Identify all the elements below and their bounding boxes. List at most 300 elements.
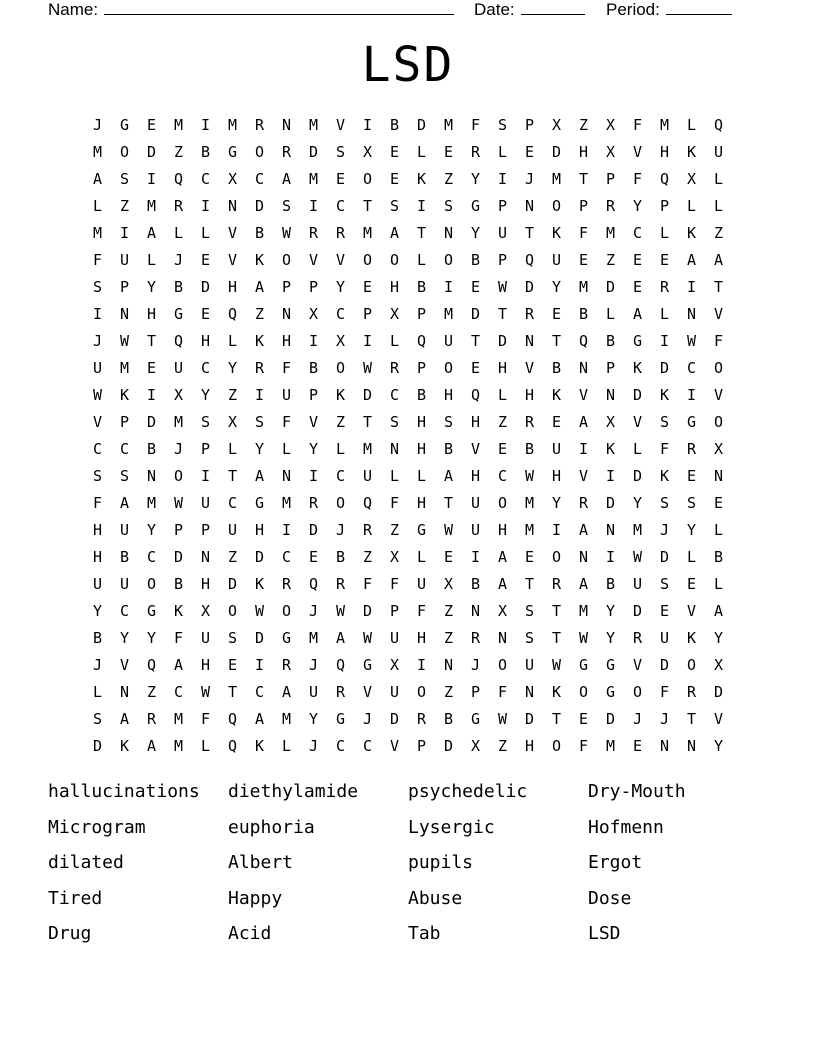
grid-letter[interactable]: N <box>524 332 535 350</box>
name-field[interactable] <box>48 0 454 21</box>
grid-letter[interactable]: E <box>470 278 481 296</box>
grid-letter[interactable]: E <box>686 575 697 593</box>
grid-letter[interactable]: M <box>524 521 535 539</box>
grid-letter[interactable]: M <box>146 494 157 512</box>
grid-letter[interactable]: W <box>281 224 292 242</box>
grid-letter[interactable]: S <box>443 197 454 215</box>
grid-letter[interactable]: N <box>389 440 400 458</box>
grid-letter[interactable]: I <box>200 116 211 134</box>
grid-letter[interactable]: M <box>551 170 562 188</box>
grid-letter[interactable]: O <box>119 143 130 161</box>
grid-letter[interactable]: D <box>308 143 319 161</box>
grid-letter[interactable]: N <box>578 359 589 377</box>
grid-letter[interactable]: M <box>146 197 157 215</box>
grid-letter[interactable]: S <box>389 413 400 431</box>
grid-letter[interactable]: F <box>578 224 589 242</box>
grid-letter[interactable]: K <box>686 143 697 161</box>
grid-letter[interactable]: T <box>497 305 508 323</box>
grid-letter[interactable]: L <box>389 332 400 350</box>
grid-letter[interactable]: F <box>578 737 589 755</box>
grid-letter[interactable]: C <box>497 467 508 485</box>
grid-letter[interactable]: J <box>362 710 373 728</box>
grid-letter[interactable]: O <box>443 251 454 269</box>
grid-letter[interactable]: Z <box>119 197 130 215</box>
grid-letter[interactable]: A <box>281 170 292 188</box>
grid-letter[interactable]: G <box>146 602 157 620</box>
grid-letter[interactable]: L <box>416 548 427 566</box>
grid-letter[interactable]: C <box>173 683 184 701</box>
grid-letter[interactable]: R <box>308 224 319 242</box>
grid-letter[interactable]: U <box>524 656 535 674</box>
grid-letter[interactable]: I <box>686 386 697 404</box>
grid-letter[interactable]: R <box>659 278 670 296</box>
grid-letter[interactable]: T <box>524 575 535 593</box>
grid-letter[interactable]: Y <box>470 170 481 188</box>
grid-letter[interactable]: M <box>308 629 319 647</box>
grid-letter[interactable]: N <box>659 737 670 755</box>
grid-letter[interactable]: Z <box>335 413 346 431</box>
grid-letter[interactable]: J <box>308 737 319 755</box>
grid-letter[interactable]: I <box>659 332 670 350</box>
grid-letter[interactable]: Y <box>146 629 157 647</box>
grid-letter[interactable]: C <box>119 602 130 620</box>
grid-letter[interactable]: B <box>551 359 562 377</box>
grid-letter[interactable]: B <box>416 386 427 404</box>
grid-letter[interactable]: D <box>200 278 211 296</box>
grid-letter[interactable]: M <box>443 116 454 134</box>
grid-letter[interactable]: A <box>632 305 643 323</box>
grid-letter[interactable]: M <box>227 116 238 134</box>
grid-letter[interactable]: M <box>173 413 184 431</box>
grid-letter[interactable]: H <box>254 521 265 539</box>
grid-letter[interactable]: X <box>335 332 346 350</box>
grid-letter[interactable]: K <box>659 467 670 485</box>
grid-letter[interactable]: Y <box>146 521 157 539</box>
grid-letter[interactable]: R <box>470 629 481 647</box>
grid-letter[interactable]: Y <box>92 602 103 620</box>
grid-letter[interactable]: H <box>416 629 427 647</box>
grid-letter[interactable]: E <box>335 170 346 188</box>
grid-letter[interactable]: R <box>173 197 184 215</box>
grid-letter[interactable]: D <box>362 386 373 404</box>
grid-letter[interactable]: Y <box>686 521 697 539</box>
grid-letter[interactable]: Q <box>146 656 157 674</box>
grid-letter[interactable]: T <box>713 278 724 296</box>
grid-letter[interactable]: P <box>200 521 211 539</box>
grid-letter[interactable]: U <box>119 575 130 593</box>
grid-letter[interactable]: Y <box>119 629 130 647</box>
grid-letter[interactable]: Z <box>146 683 157 701</box>
grid-letter[interactable]: X <box>605 143 616 161</box>
grid-letter[interactable]: X <box>605 116 616 134</box>
grid-letter[interactable]: K <box>119 386 130 404</box>
grid-letter[interactable]: D <box>173 548 184 566</box>
grid-letter[interactable]: F <box>281 359 292 377</box>
grid-letter[interactable]: Z <box>443 602 454 620</box>
grid-letter[interactable]: I <box>362 116 373 134</box>
grid-letter[interactable]: P <box>308 278 319 296</box>
grid-letter[interactable]: Z <box>443 629 454 647</box>
grid-letter[interactable]: S <box>227 629 238 647</box>
grid-letter[interactable]: C <box>335 197 346 215</box>
grid-letter[interactable]: A <box>281 683 292 701</box>
grid-letter[interactable]: U <box>389 683 400 701</box>
grid-letter[interactable]: P <box>416 737 427 755</box>
grid-letter[interactable]: V <box>227 224 238 242</box>
grid-letter[interactable]: N <box>443 656 454 674</box>
grid-letter[interactable]: H <box>92 548 103 566</box>
grid-letter[interactable]: L <box>686 116 697 134</box>
grid-letter[interactable]: K <box>254 737 265 755</box>
grid-letter[interactable]: J <box>173 251 184 269</box>
grid-letter[interactable]: O <box>362 170 373 188</box>
grid-letter[interactable]: V <box>713 710 724 728</box>
grid-letter[interactable]: M <box>443 305 454 323</box>
grid-letter[interactable]: H <box>227 278 238 296</box>
grid-letter[interactable]: G <box>470 197 481 215</box>
grid-letter[interactable]: Z <box>497 737 508 755</box>
grid-letter[interactable]: X <box>200 602 211 620</box>
grid-letter[interactable]: T <box>551 332 562 350</box>
grid-letter[interactable]: Z <box>227 548 238 566</box>
grid-letter[interactable]: Z <box>713 224 724 242</box>
grid-letter[interactable]: L <box>227 332 238 350</box>
grid-letter[interactable]: P <box>362 305 373 323</box>
grid-letter[interactable]: P <box>578 197 589 215</box>
grid-letter[interactable]: Z <box>254 305 265 323</box>
grid-letter[interactable]: Z <box>497 413 508 431</box>
grid-letter[interactable]: R <box>578 494 589 512</box>
grid-letter[interactable]: I <box>200 467 211 485</box>
grid-letter[interactable]: W <box>254 602 265 620</box>
grid-letter[interactable]: L <box>416 143 427 161</box>
grid-letter[interactable]: C <box>686 359 697 377</box>
grid-letter[interactable]: I <box>281 521 292 539</box>
grid-letter[interactable]: D <box>605 710 616 728</box>
grid-letter[interactable]: R <box>335 575 346 593</box>
grid-letter[interactable]: N <box>443 224 454 242</box>
grid-letter[interactable]: R <box>605 197 616 215</box>
grid-letter[interactable]: C <box>146 548 157 566</box>
grid-letter[interactable]: A <box>578 521 589 539</box>
grid-letter[interactable]: B <box>173 575 184 593</box>
grid-letter[interactable]: U <box>659 629 670 647</box>
grid-letter[interactable]: P <box>308 386 319 404</box>
grid-letter[interactable]: J <box>632 710 643 728</box>
grid-letter[interactable]: C <box>389 386 400 404</box>
grid-letter[interactable]: X <box>605 413 616 431</box>
grid-letter[interactable]: B <box>470 575 481 593</box>
grid-letter[interactable]: R <box>146 710 157 728</box>
grid-letter[interactable]: J <box>470 656 481 674</box>
grid-letter[interactable]: E <box>497 440 508 458</box>
grid-letter[interactable]: Q <box>173 170 184 188</box>
grid-letter[interactable]: R <box>362 521 373 539</box>
grid-letter[interactable]: E <box>227 656 238 674</box>
grid-letter[interactable]: N <box>227 197 238 215</box>
grid-letter[interactable]: N <box>713 467 724 485</box>
grid-letter[interactable]: J <box>92 332 103 350</box>
grid-letter[interactable]: G <box>578 656 589 674</box>
grid-letter[interactable]: A <box>389 224 400 242</box>
grid-letter[interactable]: C <box>200 170 211 188</box>
grid-letter[interactable]: P <box>416 305 427 323</box>
grid-letter[interactable]: M <box>659 116 670 134</box>
grid-letter[interactable]: Y <box>551 278 562 296</box>
grid-letter[interactable]: R <box>524 305 535 323</box>
grid-letter[interactable]: W <box>686 332 697 350</box>
grid-letter[interactable]: C <box>335 305 346 323</box>
grid-letter[interactable]: V <box>632 413 643 431</box>
grid-letter[interactable]: H <box>200 656 211 674</box>
grid-letter[interactable]: O <box>389 251 400 269</box>
grid-letter[interactable]: M <box>281 710 292 728</box>
grid-letter[interactable]: Y <box>308 710 319 728</box>
grid-letter[interactable]: A <box>335 629 346 647</box>
grid-letter[interactable]: W <box>335 602 346 620</box>
grid-letter[interactable]: H <box>146 305 157 323</box>
grid-letter[interactable]: A <box>254 278 265 296</box>
grid-letter[interactable]: N <box>686 305 697 323</box>
grid-letter[interactable]: G <box>173 305 184 323</box>
grid-letter[interactable]: O <box>713 413 724 431</box>
grid-letter[interactable]: N <box>497 629 508 647</box>
grid-letter[interactable]: D <box>524 710 535 728</box>
grid-letter[interactable]: D <box>605 494 616 512</box>
grid-letter[interactable]: B <box>146 440 157 458</box>
grid-letter[interactable]: I <box>362 332 373 350</box>
name-blank-line[interactable] <box>104 0 454 15</box>
grid-letter[interactable]: H <box>578 143 589 161</box>
grid-letter[interactable]: O <box>254 143 265 161</box>
grid-letter[interactable]: S <box>524 629 535 647</box>
grid-letter[interactable]: U <box>92 575 103 593</box>
grid-letter[interactable]: S <box>659 413 670 431</box>
grid-letter[interactable]: W <box>497 278 508 296</box>
grid-letter[interactable]: N <box>119 305 130 323</box>
grid-letter[interactable]: L <box>389 467 400 485</box>
grid-letter[interactable]: L <box>605 305 616 323</box>
grid-letter[interactable]: R <box>281 143 292 161</box>
grid-letter[interactable]: S <box>524 602 535 620</box>
grid-letter[interactable]: X <box>308 305 319 323</box>
grid-letter[interactable]: D <box>497 332 508 350</box>
grid-letter[interactable]: Y <box>632 197 643 215</box>
grid-letter[interactable]: R <box>335 683 346 701</box>
grid-letter[interactable]: U <box>362 467 373 485</box>
grid-letter[interactable]: U <box>200 494 211 512</box>
grid-letter[interactable]: H <box>416 413 427 431</box>
grid-letter[interactable]: H <box>470 467 481 485</box>
grid-letter[interactable]: K <box>416 170 427 188</box>
grid-letter[interactable]: I <box>416 656 427 674</box>
grid-letter[interactable]: G <box>605 656 616 674</box>
grid-letter[interactable]: S <box>389 197 400 215</box>
grid-letter[interactable]: Q <box>173 332 184 350</box>
grid-letter[interactable]: R <box>416 710 427 728</box>
grid-letter[interactable]: U <box>227 521 238 539</box>
grid-letter[interactable]: I <box>200 197 211 215</box>
grid-letter[interactable]: M <box>605 737 616 755</box>
grid-letter[interactable]: K <box>254 332 265 350</box>
grid-letter[interactable]: V <box>227 251 238 269</box>
grid-letter[interactable]: A <box>578 413 589 431</box>
grid-letter[interactable]: X <box>227 413 238 431</box>
grid-letter[interactable]: R <box>254 116 265 134</box>
grid-letter[interactable]: Y <box>713 737 724 755</box>
grid-letter[interactable]: F <box>632 116 643 134</box>
grid-letter[interactable]: T <box>227 467 238 485</box>
grid-letter[interactable]: Q <box>227 305 238 323</box>
grid-letter[interactable]: S <box>200 413 211 431</box>
grid-letter[interactable]: E <box>443 548 454 566</box>
grid-letter[interactable]: P <box>119 413 130 431</box>
grid-letter[interactable]: W <box>362 359 373 377</box>
grid-letter[interactable]: Y <box>713 629 724 647</box>
grid-letter[interactable]: O <box>416 683 427 701</box>
grid-letter[interactable]: G <box>632 332 643 350</box>
grid-letter[interactable]: Y <box>470 224 481 242</box>
grid-letter[interactable]: C <box>632 224 643 242</box>
grid-letter[interactable]: H <box>92 521 103 539</box>
grid-letter[interactable]: O <box>686 656 697 674</box>
grid-letter[interactable]: S <box>254 413 265 431</box>
grid-letter[interactable]: H <box>200 575 211 593</box>
grid-letter[interactable]: C <box>254 683 265 701</box>
grid-letter[interactable]: A <box>578 575 589 593</box>
grid-letter[interactable]: S <box>281 197 292 215</box>
grid-letter[interactable]: B <box>335 548 346 566</box>
grid-letter[interactable]: E <box>632 278 643 296</box>
grid-letter[interactable]: A <box>119 494 130 512</box>
grid-letter[interactable]: G <box>470 710 481 728</box>
grid-letter[interactable]: B <box>443 440 454 458</box>
grid-letter[interactable]: Y <box>308 440 319 458</box>
grid-letter[interactable]: H <box>470 413 481 431</box>
grid-letter[interactable]: I <box>578 440 589 458</box>
grid-letter[interactable]: Q <box>659 170 670 188</box>
grid-letter[interactable]: S <box>92 710 103 728</box>
grid-letter[interactable]: X <box>443 575 454 593</box>
grid-letter[interactable]: Q <box>416 332 427 350</box>
grid-letter[interactable]: L <box>335 440 346 458</box>
grid-letter[interactable]: E <box>578 710 589 728</box>
grid-letter[interactable]: T <box>551 710 562 728</box>
grid-letter[interactable]: K <box>254 251 265 269</box>
grid-letter[interactable]: T <box>362 197 373 215</box>
grid-letter[interactable]: N <box>578 548 589 566</box>
grid-letter[interactable]: I <box>551 521 562 539</box>
grid-letter[interactable]: X <box>362 143 373 161</box>
grid-letter[interactable]: H <box>200 332 211 350</box>
grid-letter[interactable]: T <box>416 224 427 242</box>
grid-letter[interactable]: S <box>659 575 670 593</box>
grid-letter[interactable]: C <box>335 467 346 485</box>
grid-letter[interactable]: O <box>713 359 724 377</box>
grid-letter[interactable]: L <box>659 224 670 242</box>
grid-letter[interactable]: V <box>389 737 400 755</box>
grid-letter[interactable]: Y <box>227 359 238 377</box>
grid-letter[interactable]: V <box>713 386 724 404</box>
grid-letter[interactable]: R <box>470 143 481 161</box>
grid-letter[interactable]: O <box>578 683 589 701</box>
grid-letter[interactable]: L <box>200 737 211 755</box>
grid-letter[interactable]: V <box>686 602 697 620</box>
grid-letter[interactable]: D <box>524 278 535 296</box>
grid-letter[interactable]: H <box>524 737 535 755</box>
grid-letter[interactable]: V <box>92 413 103 431</box>
grid-letter[interactable]: V <box>335 251 346 269</box>
grid-letter[interactable]: C <box>335 737 346 755</box>
grid-letter[interactable]: I <box>308 332 319 350</box>
grid-letter[interactable]: T <box>443 494 454 512</box>
grid-letter[interactable]: X <box>686 170 697 188</box>
grid-letter[interactable]: Y <box>335 278 346 296</box>
grid-letter[interactable]: Q <box>713 116 724 134</box>
grid-letter[interactable]: A <box>497 575 508 593</box>
grid-letter[interactable]: A <box>713 251 724 269</box>
grid-letter[interactable]: S <box>119 170 130 188</box>
grid-letter[interactable]: F <box>389 494 400 512</box>
grid-letter[interactable]: V <box>713 305 724 323</box>
grid-letter[interactable]: K <box>335 386 346 404</box>
grid-letter[interactable]: T <box>470 332 481 350</box>
grid-letter[interactable]: V <box>470 440 481 458</box>
grid-letter[interactable]: I <box>470 548 481 566</box>
grid-letter[interactable]: M <box>362 224 373 242</box>
grid-letter[interactable]: T <box>227 683 238 701</box>
grid-letter[interactable]: P <box>524 116 535 134</box>
grid-letter[interactable]: R <box>524 413 535 431</box>
grid-letter[interactable]: Z <box>443 683 454 701</box>
grid-letter[interactable]: H <box>524 386 535 404</box>
grid-letter[interactable]: F <box>659 683 670 701</box>
grid-letter[interactable]: K <box>632 359 643 377</box>
grid-letter[interactable]: I <box>308 467 319 485</box>
grid-letter[interactable]: H <box>497 359 508 377</box>
grid-letter[interactable]: I <box>308 197 319 215</box>
grid-letter[interactable]: K <box>551 386 562 404</box>
grid-letter[interactable]: X <box>551 116 562 134</box>
grid-letter[interactable]: E <box>362 278 373 296</box>
grid-letter[interactable]: I <box>686 278 697 296</box>
grid-letter[interactable]: H <box>389 278 400 296</box>
grid-letter[interactable]: L <box>200 224 211 242</box>
grid-letter[interactable]: M <box>92 143 103 161</box>
grid-letter[interactable]: R <box>335 224 346 242</box>
grid-letter[interactable]: L <box>659 305 670 323</box>
grid-letter[interactable]: X <box>389 656 400 674</box>
grid-letter[interactable]: V <box>308 251 319 269</box>
grid-letter[interactable]: O <box>281 602 292 620</box>
grid-letter[interactable]: D <box>470 305 481 323</box>
grid-letter[interactable]: Y <box>605 602 616 620</box>
grid-letter[interactable]: C <box>281 548 292 566</box>
grid-letter[interactable]: N <box>281 467 292 485</box>
grid-letter[interactable]: K <box>551 224 562 242</box>
grid-letter[interactable]: K <box>686 224 697 242</box>
grid-letter[interactable]: U <box>416 575 427 593</box>
grid-letter[interactable]: P <box>497 251 508 269</box>
grid-letter[interactable]: U <box>470 521 481 539</box>
grid-letter[interactable]: B <box>173 278 184 296</box>
grid-letter[interactable]: V <box>578 386 589 404</box>
grid-letter[interactable]: K <box>605 440 616 458</box>
grid-letter[interactable]: R <box>281 575 292 593</box>
grid-letter[interactable]: O <box>443 359 454 377</box>
grid-letter[interactable]: Y <box>146 278 157 296</box>
grid-letter[interactable]: F <box>497 683 508 701</box>
